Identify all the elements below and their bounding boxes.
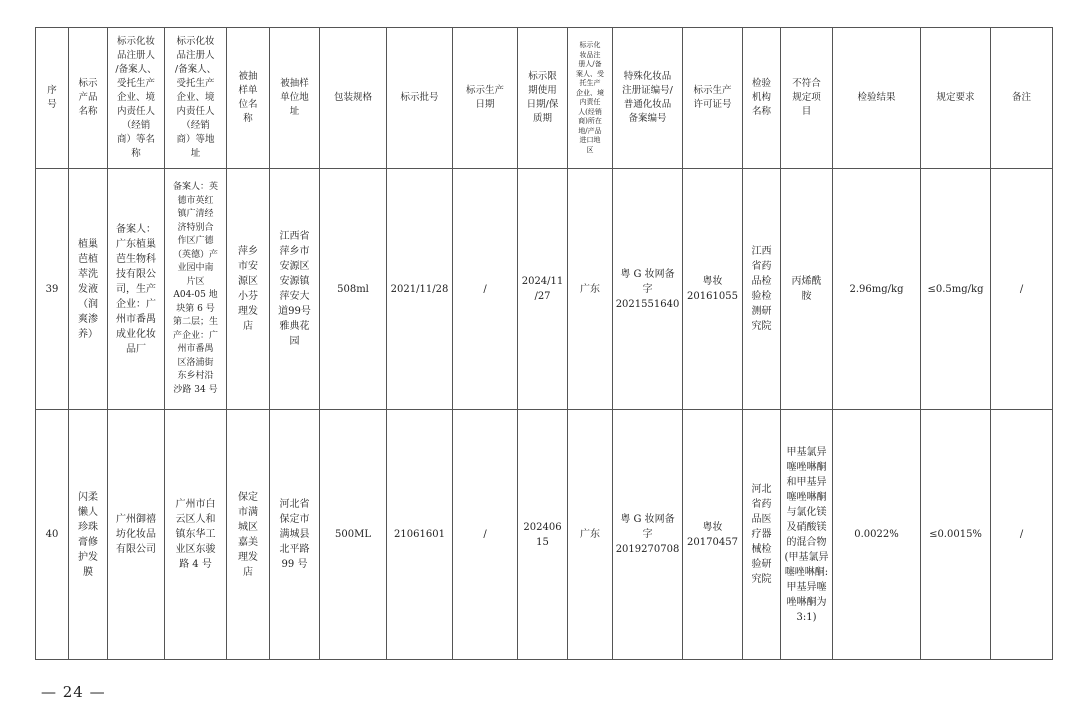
header-batch-no: 标示批号	[387, 28, 453, 169]
cell-product-name: 植巢 芭植 萃洗 发液 （润 爽渗 养）	[69, 169, 108, 410]
header-filing-no: 特殊化妆品 注册证编号/ 普通化妆品 备案编号	[613, 28, 683, 169]
header-origin: 标示化 妆品注 册人/备 案人、受 托生产 企业、境 内责任 人(经销 商)所在 地/产品 进口地 区	[568, 28, 613, 169]
cell-package-spec: 508ml	[320, 169, 387, 410]
cell-requirement: ≤0.5mg/kg	[921, 169, 991, 410]
cell-origin: 广东	[568, 169, 613, 410]
cell-sampled-unit-address: 江西省 萍乡市 安源区 安源镇 萍安大 道99号 雅典花 园	[270, 169, 320, 410]
cell-sampled-unit-address: 河北省 保定市 满城县 北平路 99 号	[270, 410, 320, 660]
page-number: — 24 —	[41, 683, 106, 701]
cell-sampled-unit-name: 萍乡 市安 源区 小芬 理发 店	[227, 169, 270, 410]
cell-license-no: 粤妆 20161055	[683, 169, 743, 410]
cell-registrant-address: 广州市白 云区人和 镇东华工 业区东骏 路 4 号	[165, 410, 227, 660]
header-remark: 备注	[991, 28, 1053, 169]
cell-seq: 40	[36, 410, 69, 660]
cell-result: 2.96mg/kg	[833, 169, 921, 410]
cell-batch-no: 2021/11/28	[387, 169, 453, 410]
cell-seq: 39	[36, 169, 69, 410]
cell-license-no: 粤妆 20170457	[683, 410, 743, 660]
table-row	[36, 169, 1053, 410]
cell-product-name: 闪柔 懒人 珍珠 膏修 护发 膜	[69, 410, 108, 660]
inspection-results-table	[35, 27, 1053, 660]
cell-filing-no: 粤 G 妆网备 字 2019270708	[613, 410, 683, 660]
table-row	[36, 410, 1053, 660]
cell-expiry: 2024/11 /27	[518, 169, 568, 410]
cell-inspection-org: 江西 省药 品检 验检 测研 究院	[743, 169, 781, 410]
header-nonconforming-item: 不符合 规定项 目	[781, 28, 833, 169]
header-product-name: 标示 产品 名称	[69, 28, 108, 169]
cell-production-date: /	[453, 169, 518, 410]
cell-inspection-org: 河北 省药 品医 疗器 械检 验研 究院	[743, 410, 781, 660]
header-package-spec: 包装规格	[320, 28, 387, 169]
cell-production-date: /	[453, 410, 518, 660]
cell-registrant-name: 广州御禧 坊化妆品 有限公司	[108, 410, 165, 660]
cell-remark: /	[991, 169, 1053, 410]
header-sampled-unit-name: 被抽 样单 位名 称	[227, 28, 270, 169]
cell-registrant-name: 备案人： 广东植巢 芭生物科 技有限公 司，生产 企业：广 州市番禺 成业化妆 品厂	[108, 169, 165, 410]
cell-nonconforming-item: 丙烯酰 胺	[781, 169, 833, 410]
header-license-no: 标示生产 许可证号	[683, 28, 743, 169]
header-registrant-address: 标示化妆 品注册人 /备案人、 受托生产 企业、境 内责任人 （经销 商）等地 址	[165, 28, 227, 169]
header-result: 检验结果	[833, 28, 921, 169]
cell-batch-no: 21061601	[387, 410, 453, 660]
cell-requirement: ≤0.0015%	[921, 410, 991, 660]
cell-filing-no: 粤 G 妆网备 字 2021551640	[613, 169, 683, 410]
cell-expiry: 202406 15	[518, 410, 568, 660]
cell-remark: /	[991, 410, 1053, 660]
cell-nonconforming-item: 甲基氯异噻唑啉酮和甲基异噻唑啉酮与氯化镁及硝酸镁的混合物(甲基氯异噻唑啉酮:甲基异噻唑啉酮为3:1)	[781, 410, 833, 660]
cell-origin: 广东	[568, 410, 613, 660]
cell-package-spec: 500ML	[320, 410, 387, 660]
cell-registrant-address: 备案人：英 德市英红 镇广清经 济特别合 作区广德 （英德）产 业园中南 片区 A04-05 地 块第 6 号 第二层；生 产企业：广 州市番禺 区洛浦街 东乡村沿 沙路 34 号	[165, 169, 227, 410]
header-seq: 序 号	[36, 28, 69, 169]
cell-result: 0.0022%	[833, 410, 921, 660]
header-registrant-name: 标示化妆 品注册人 /备案人、 受托生产 企业、境 内责任人 （经销 商）等名 称	[108, 28, 165, 169]
header-requirement: 规定要求	[921, 28, 991, 169]
header-production-date: 标示生产 日期	[453, 28, 518, 169]
table-header-row	[36, 28, 1053, 169]
header-sampled-unit-address: 被抽样 单位地 址	[270, 28, 320, 169]
header-inspection-org: 检验 机构 名称	[743, 28, 781, 169]
header-expiry: 标示限 期使用 日期/保 质期	[518, 28, 568, 169]
cell-sampled-unit-name: 保定 市满 城区 嘉美 理发 店	[227, 410, 270, 660]
